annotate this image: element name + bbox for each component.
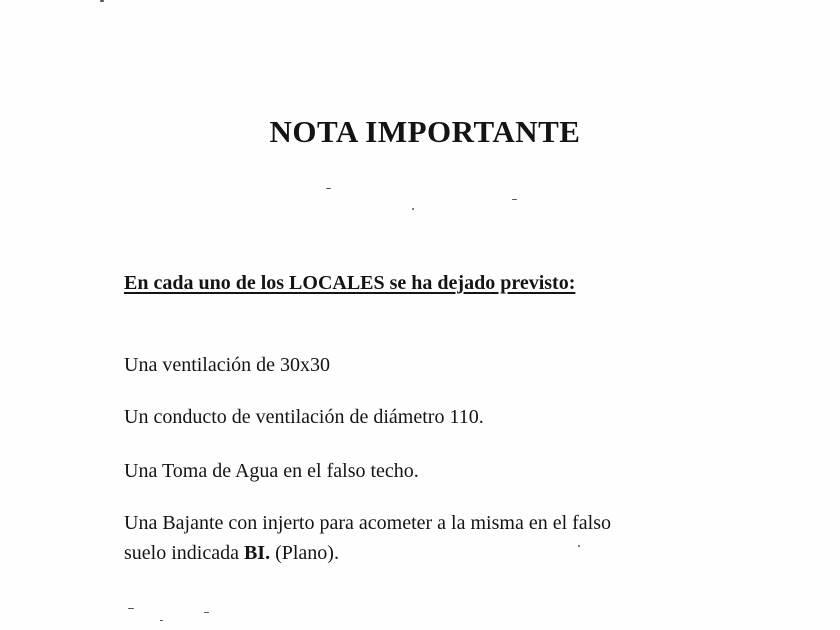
list-item: Un conducto de ventilación de diámetro 110.	[124, 406, 484, 428]
list-item-text: (Plano).	[270, 542, 339, 564]
section-heading: En cada uno de los LOCALES se ha dejado previsto:	[124, 272, 576, 294]
document-title: NOTA IMPORTANTE	[269, 114, 581, 149]
plan-reference: BI.	[243, 542, 271, 564]
scan-speck	[204, 612, 209, 613]
scan-speck	[100, 0, 104, 2]
list-item-text: suelo indicada	[124, 542, 244, 564]
scan-speck	[128, 608, 134, 609]
scan-speck	[326, 188, 331, 189]
scan-speck	[578, 545, 580, 547]
list-item: Una ventilación de 30x30	[124, 354, 331, 376]
list-item: Una Bajante con injerto para acometer a la misma en el falso	[124, 512, 612, 534]
scan-speck	[412, 208, 414, 210]
scan-speck	[512, 199, 517, 200]
list-item: Una Toma de Agua en el falso techo.	[124, 460, 419, 482]
scan-speck	[160, 620, 163, 621]
list-item-continuation	[124, 542, 339, 565]
